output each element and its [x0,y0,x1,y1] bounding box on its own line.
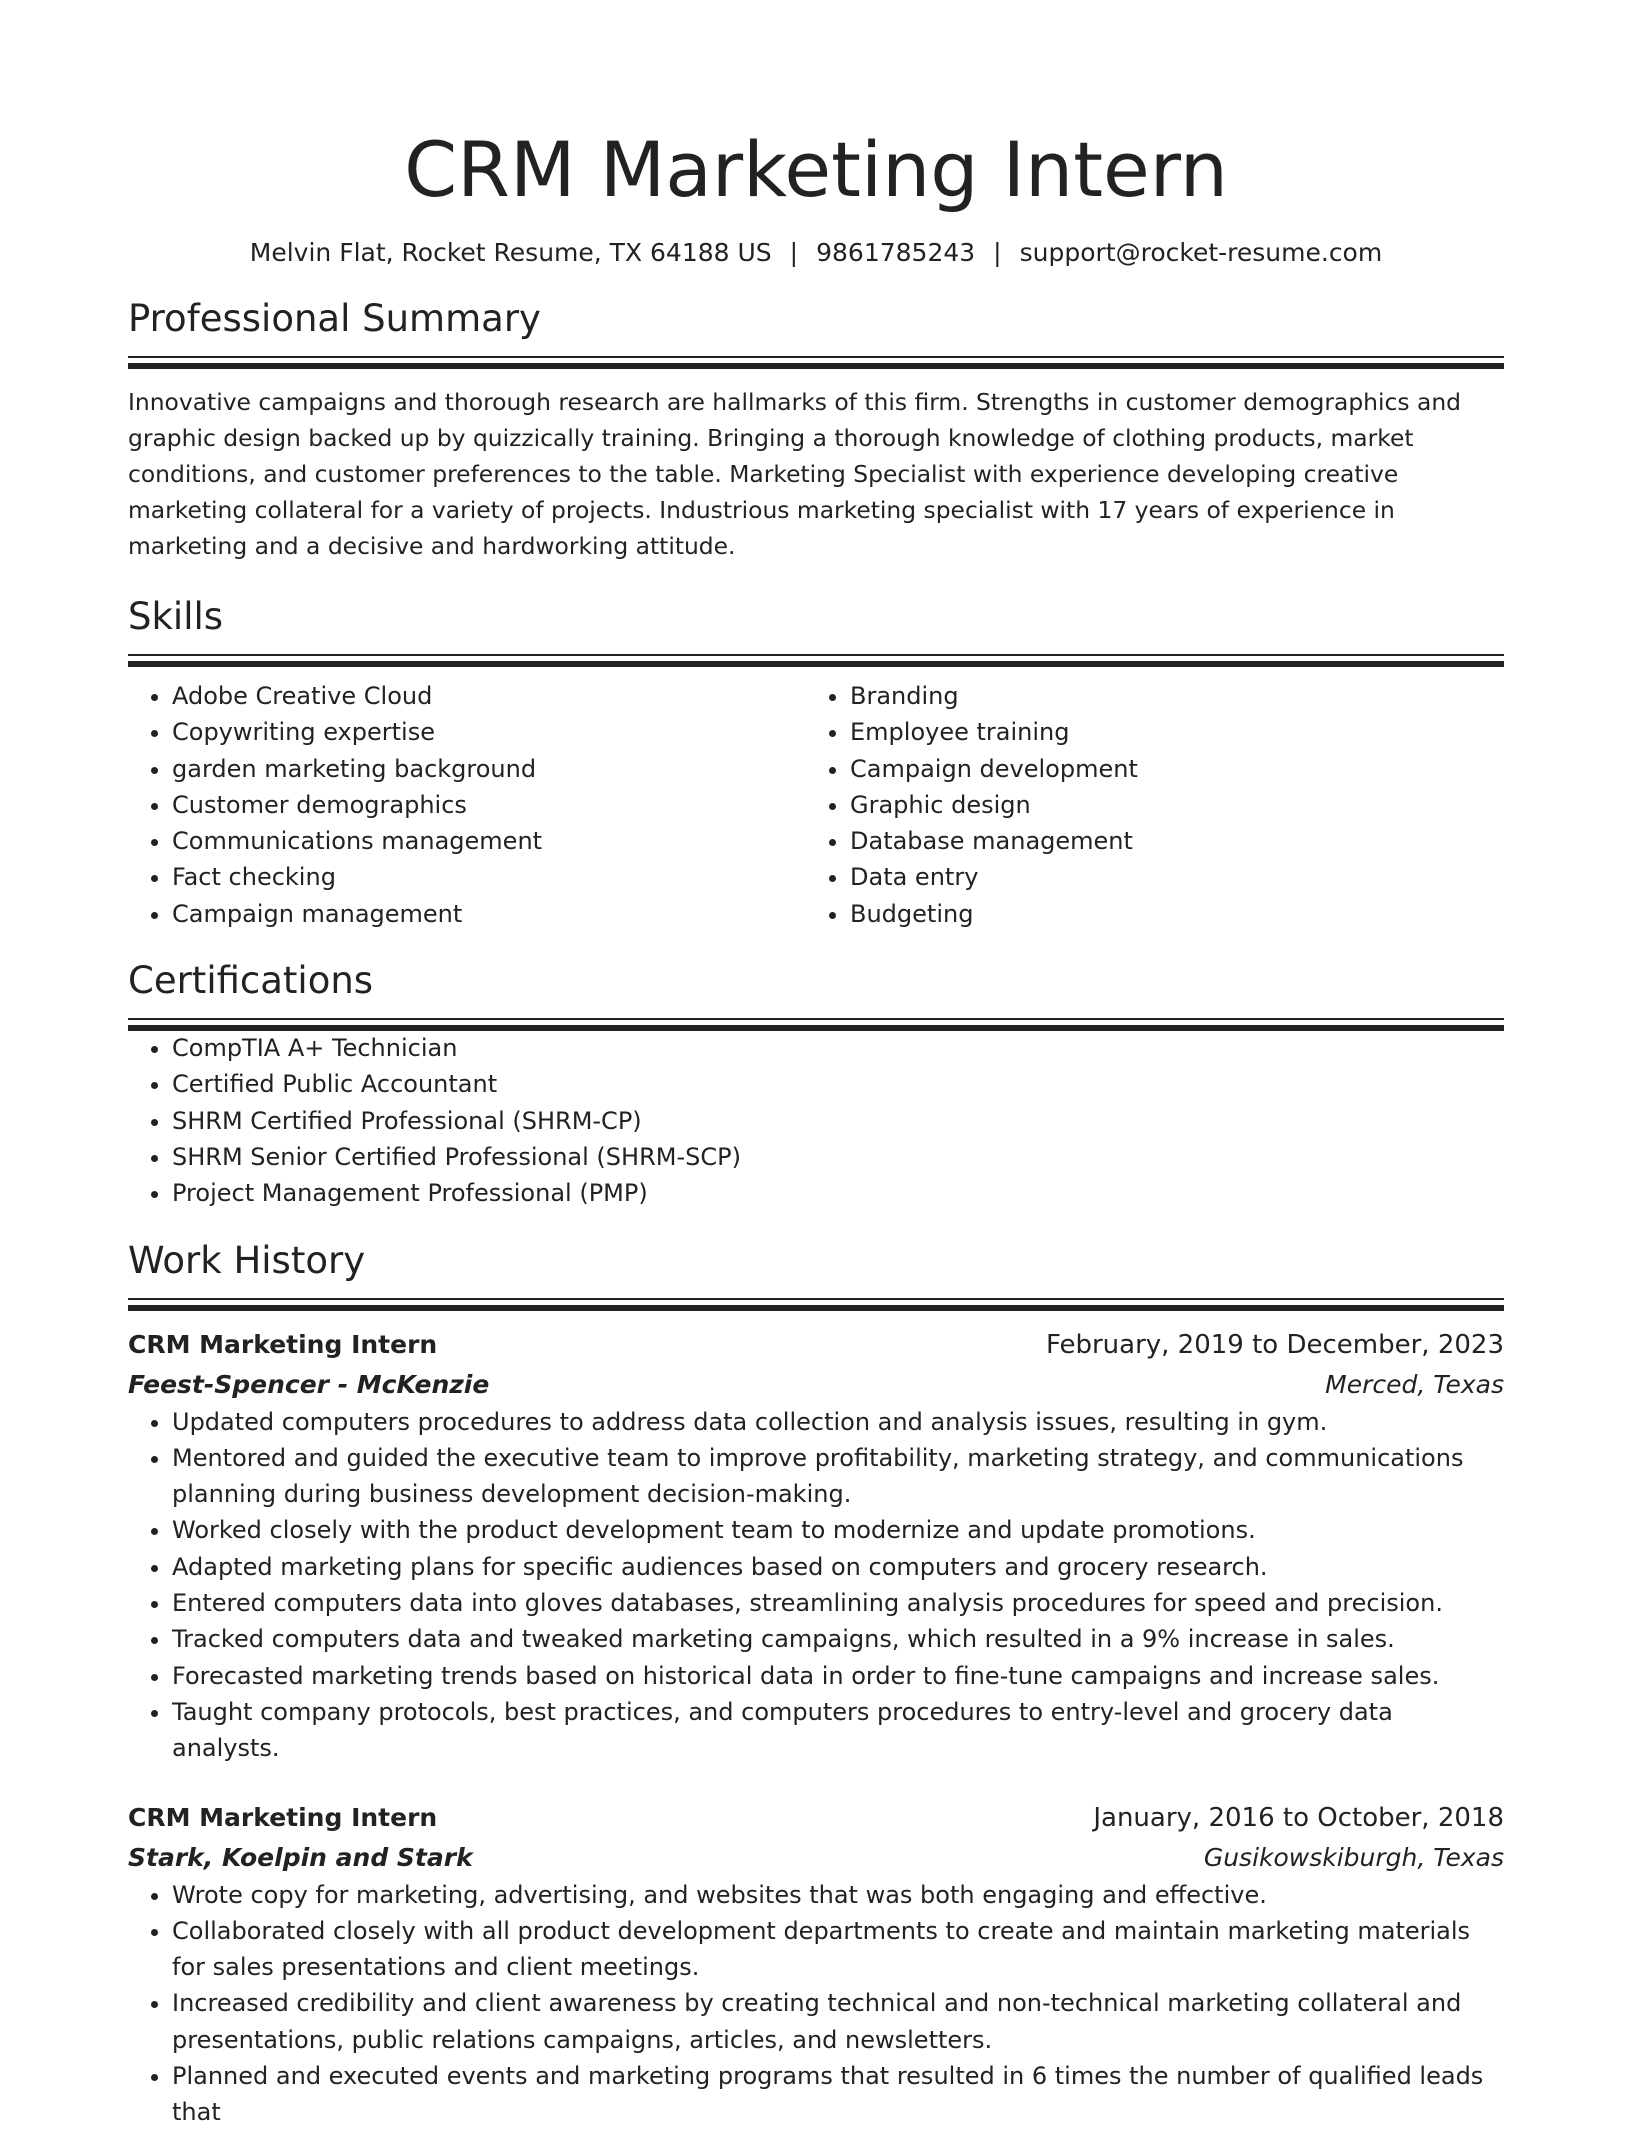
summary-section [128,296,1504,564]
job-title: CRM Marketing Intern [128,1329,438,1359]
section-divider [128,1018,1504,1030]
section-title-skills: Skills [128,595,224,638]
section-title-summary: Professional Summary [128,297,541,340]
skill-item: • Customer demographics [172,787,806,823]
section-divider [128,356,1504,368]
work-history-section [128,1238,1504,2131]
job-bullets [128,1404,1504,1767]
job-location: Gusikowskiburgh, Texas [1203,1842,1504,1872]
skill-item: • Employee training [850,714,1484,750]
job-subheader [128,1839,1504,1877]
skill-item: • Branding [850,678,1484,714]
summary-text: Innovative campaigns and thorough research are hallmarks of this firm. Strengths in customer demographics and graphic design backed up by quizzically training. Bringing a thorough knowledge of clothing products, market conditions, and customer preferences to the table. Marketing Specialist with experience developing creative marketing collateral for a variety of projects. Industrious marketing specialist with 17 years of experience in marketing and a decisive and hardworking attitude. [128,388,1461,560]
job-company: Stark, Koelpin and Stark [128,1842,473,1872]
job-bullets [128,1877,1504,2131]
job-bullet: • Taught company protocols, best practices, and computers procedures to entry-level and grocery data analysts. [172,1694,1504,1767]
job-bullet: • Worked closely with the product development team to modernize and update promotions. [172,1512,1504,1548]
job-header [128,1326,1504,1364]
job-entry [128,1799,1504,2131]
job-bullet: • Increased credibility and client awareness by creating technical and non-technical marketing collateral and presentations, public relations campaigns, articles, and newsletters. [172,1985,1504,2058]
job-location: Merced, Texas [1325,1369,1504,1399]
job-title: CRM Marketing Intern [128,1802,438,1832]
skill-item: • Communications management [172,823,806,859]
job-bullet: • Updated computers procedures to address data collection and analysis issues, resulting in gym. [172,1404,1504,1440]
section-title-work-history: Work History [128,1238,366,1282]
job-dates: February, 2019 to December, 2023 [1045,1329,1504,1360]
candidate-name: CRM Marketing Intern [404,125,1228,214]
section-divider [128,1298,1504,1310]
job-entry [128,1326,1504,1767]
skill-item: • Campaign management [172,896,806,932]
skill-item: • Graphic design [850,787,1484,823]
skill-item: • Database management [850,823,1484,859]
certification-item: • SHRM Certified Professional (SHRM-CP) [172,1103,1504,1139]
contact-separator: | [789,238,799,267]
job-bullet: • Entered computers data into gloves databases, streamlining analysis procedures for speed and precision. [172,1585,1504,1621]
skill-item: • garden marketing background [172,751,806,787]
job-company: Feest-Spencer - McKenzie [128,1369,490,1399]
certifications-list [128,1030,1504,1211]
job-bullet: • Planned and executed events and marketing programs that resulted in 6 times the number of qualified leads that [172,2058,1504,2131]
job-subheader [128,1366,1504,1404]
skills-columns [128,678,1504,932]
section-divider [128,654,1504,666]
job-bullet: • Wrote copy for marketing, advertising, and websites that was both engaging and effective. [172,1877,1504,1913]
contact-email[interactable]: support@rocket-resume.com [1019,238,1383,267]
section-title-certifications: Certifications [128,959,374,1003]
skills-list-left [128,678,806,932]
skill-item: • Budgeting [850,896,1484,932]
job-bullet: • Forecasted marketing trends based on historical data in order to fine-tune campaigns and increase sales. [172,1658,1504,1694]
contact-separator: | [993,238,1002,267]
job-bullet: • Tracked computers data and tweaked marketing campaigns, which resulted in a 9% increase in sales. [172,1621,1504,1657]
certification-item: • CompTIA A+ Technician [172,1030,1504,1066]
job-bullet: • Adapted marketing plans for specific audiences based on computers and grocery research. [172,1549,1504,1585]
certification-item: • Certified Public Accountant [172,1066,1504,1102]
skill-item: • Data entry [850,859,1484,895]
certifications-section [128,958,1504,1211]
skills-section [128,594,1504,932]
skill-item: • Fact checking [172,859,806,895]
contact-phone: 9861785243 [816,238,976,267]
skill-item: • Campaign development [850,751,1484,787]
job-bullet: • Mentored and guided the executive team to improve profitability, marketing strategy, and communications planning during business development decision-making. [172,1440,1504,1513]
job-bullet: • Collaborated closely with all product development departments to create and maintain marketing materials for sales presentations and client meetings. [172,1913,1504,1986]
resume-page [128,0,1504,2131]
job-header [128,1799,1504,1837]
certification-item: • SHRM Senior Certified Professional (SHRM-SCP) [172,1139,1504,1175]
certification-item: • Project Management Professional (PMP) [172,1175,1504,1211]
skill-item: • Adobe Creative Cloud [172,678,806,714]
contact-line [128,236,1504,270]
contact-address: Melvin Flat, Rocket Resume, TX 64188 US [249,238,772,267]
skill-item: • Copywriting expertise [172,714,806,750]
skills-list-right [806,678,1484,932]
job-dates: January, 2016 to October, 2018 [1093,1802,1504,1833]
